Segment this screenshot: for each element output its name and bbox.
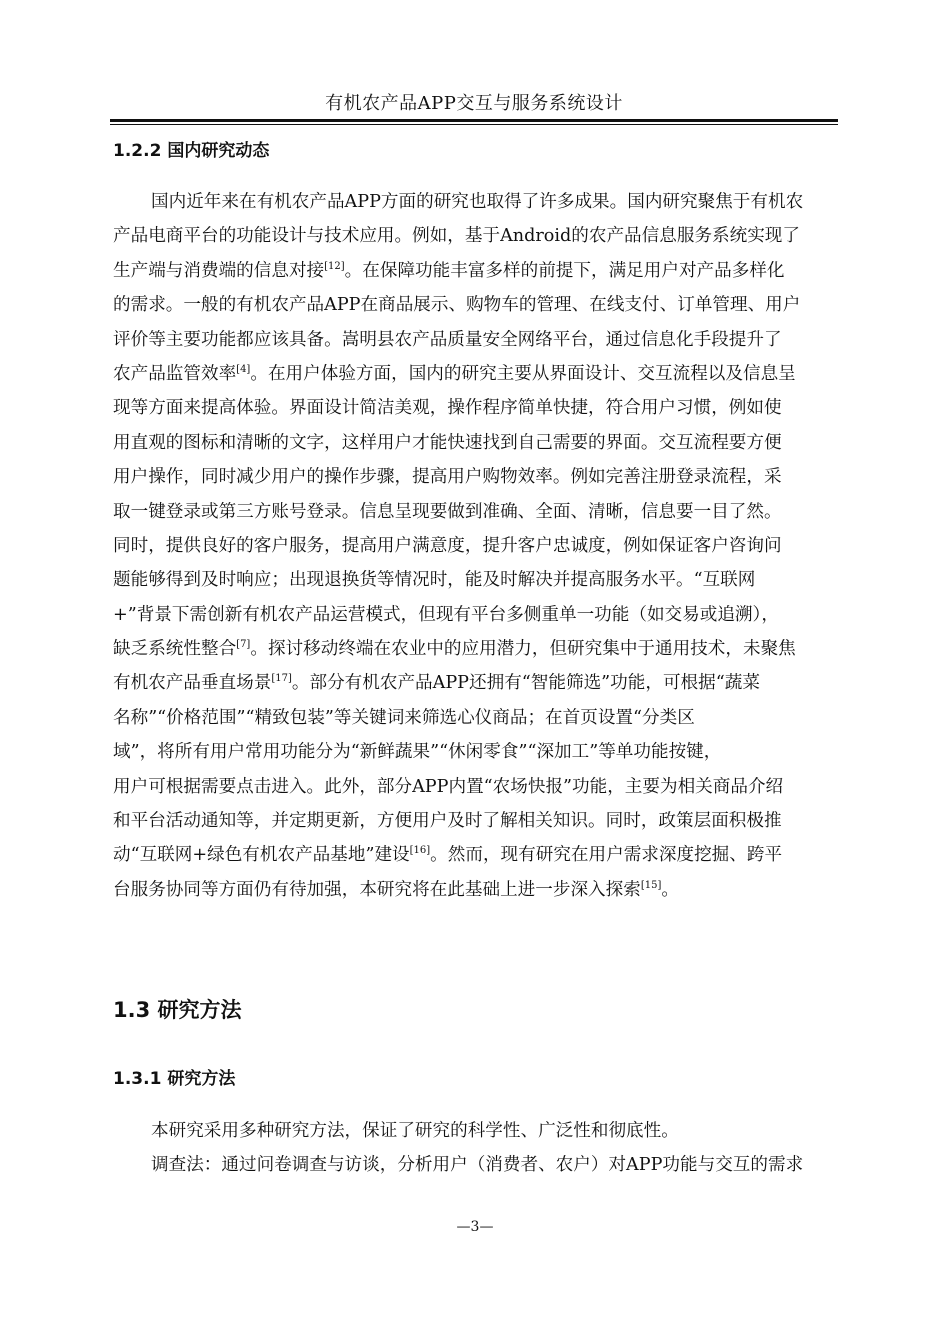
paragraph-line: 取一键登录或第三方账号登录。信息呈现要做到准确、全面、清晰，信息要一目了然。 [113,501,782,522]
paragraph-domestic-research [113,185,873,907]
paragraph-line: 域”，将所有用户常用功能分为“新鲜蔬果”“休闲零食”“深加工”等单功能按键， [113,742,722,763]
paragraph-line [113,666,873,700]
paragraph-line: 同时，提供良好的客户服务，提高用户满意度，提升客户忠诚度，例如保证客户咨询问 [113,535,782,556]
text-span: 有机农产品垂直场景 [113,673,272,694]
paragraph-line: +”背景下需创新有机农产品运营模式，但现有平台多侧重单一功能（如交易或追溯）， [113,604,779,625]
paragraph-line: 和平台活动通知等，并定期更新，方便用户及时了解相关知识。同时，政策层面积极推 [113,811,782,832]
paragraph-line: 用户操作，同时减少用户的操作步骤，提高用户购物效率。例如完善注册登录流程，采 [113,467,782,488]
paragraph-line: 题能够得到及时响应；出现退换货等情况时，能及时解决并提高服务水平。“互联网 [113,570,756,591]
paragraph-line: 评价等主要功能都应该具备。嵩明县农产品质量安全网络平台，通过信息化手段提升了 [113,329,782,350]
running-header: 有机农产品APP交互与服务系统设计 [325,93,623,114]
text-span: 台服务协同等方面仍有待加强，本研究将在此基础上进一步深入探索 [113,879,641,900]
paragraph-line: 名称”“价格范围”“精致包装”等关键词来筛选心仪商品；在首页设置“分类区 [113,707,695,728]
header-rule-thick [110,119,838,122]
section-1-2-2-heading: 1.2.2 国内研究动态 [113,141,270,161]
text-span: 。探讨移动终端在农业中的应用潜力，但研究集中于通用技术，未聚焦 [250,639,796,660]
citation-17: [17] [271,673,292,685]
paragraph-line: 调查法：通过问卷调查与访谈，分析用户（消费者、农户）对APP功能与交互的需求 [151,1155,804,1176]
text-span: 。 [661,879,679,900]
header-rule-thin [110,124,838,125]
paragraph-line: 产品电商平台的功能设计与技术应用。例如，基于Android的农产品信息服务系统实现了 [113,226,800,247]
citation-7: [7] [236,639,251,651]
text-span: 。然而，现有研究在用户需求深度挖掘、跨平 [430,845,783,866]
citation-15: [15] [640,879,662,891]
text-span: 动“互联网+绿色有机农产品基地”建设 [113,845,410,866]
paragraph-line: 用户可根据需要点击进入。此外，部分APP内置“农场快报”功能，主要为相关商品介绍 [113,776,784,797]
paragraph-line [113,632,873,666]
paragraph-line: 用直观的图标和清晰的文字，这样用户才能快速找到自己需要的界面。交互流程要方便 [113,432,782,453]
text-span: 农产品监管效率 [113,363,237,384]
paragraph-methods [113,1114,873,1183]
page-number: —3— [456,1219,494,1235]
text-span: 。部分有机农产品APP还拥有“智能筛选”功能，可根据“蔬菜 [291,673,760,694]
text-span: 缺乏系统性整合 [113,639,237,660]
paragraph-line: 国内近年来在有机农产品APP方面的研究也取得了许多成果。国内研究聚焦于有机农 [151,192,804,212]
section-1-3-heading: 1.3 研究方法 [113,998,242,1022]
citation-4: [4] [236,364,251,376]
paragraph-line [113,873,873,907]
paragraph-line: 本研究采用多种研究方法，保证了研究的科学性、广泛性和彻底性。 [151,1121,679,1141]
paragraph-line: 现等方面来提高体验。界面设计简洁美观，操作程序简单快捷，符合用户习惯，例如使 [113,398,782,419]
text-span: 。在保障功能丰富多样的前提下，满足用户对产品多样化 [344,260,785,281]
section-1-3-1-heading: 1.3.1 研究方法 [113,1069,236,1089]
citation-12: [12] [324,260,345,272]
text-span: 。在用户体验方面，国内的研究主要从界面设计、交互流程以及信息呈 [250,363,796,384]
paragraph-line: 的需求。一般的有机农产品APP在商品展示、购物车的管理、在线支付、订单管理、用户 [113,295,801,316]
text-span: 生产端与消费端的信息对接 [113,260,325,281]
paragraph-line [113,838,873,872]
citation-16: [16] [409,845,431,857]
paragraph-line [113,357,873,391]
paragraph-line [113,254,873,288]
